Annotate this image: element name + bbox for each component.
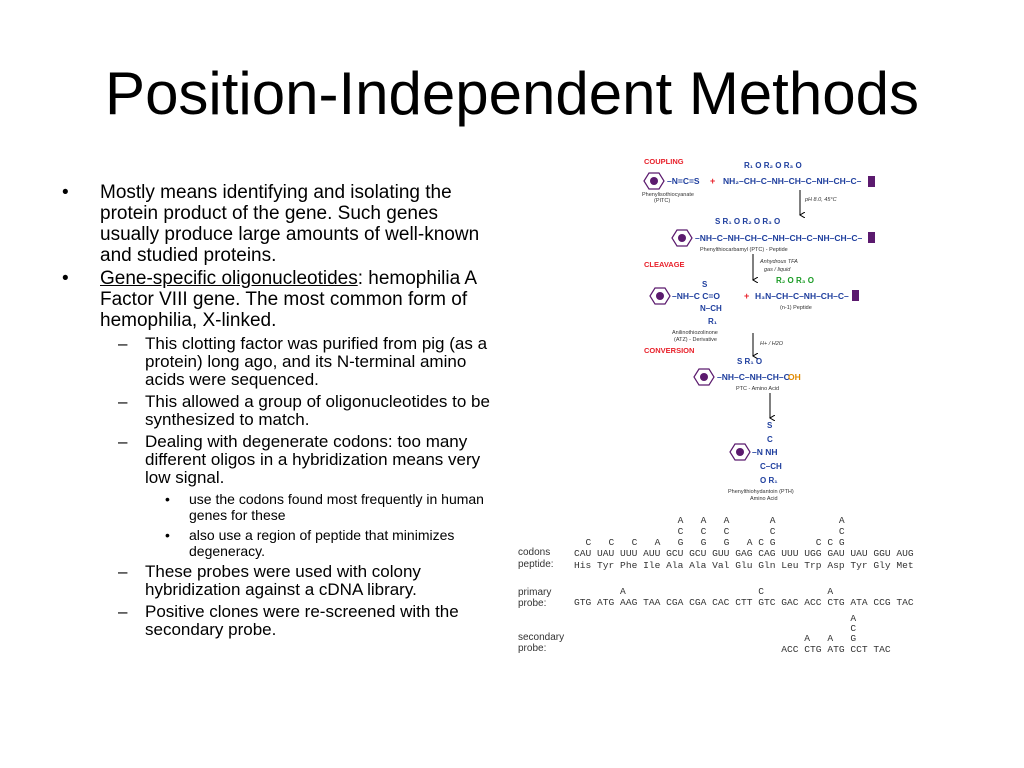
slide-title: Position-Independent Methods — [105, 60, 919, 127]
svg-text:Anhydrous TFA: Anhydrous TFA — [760, 259, 798, 265]
resin-block — [852, 290, 859, 301]
svg-text:+: + — [744, 291, 750, 301]
svg-text:R₁: R₁ — [708, 317, 718, 326]
codons-label: codons — [518, 547, 551, 558]
resin-block — [868, 176, 875, 187]
sub-bullet-text: This clotting factor was purified from pig (as a protein) long ago, and its N-terminal amino acids were sequenced. — [145, 334, 488, 389]
bullet-list — [62, 182, 492, 639]
svg-text:Phenylthiohydantoin (PTH): Phenylthiohydantoin (PTH) — [728, 489, 794, 495]
bullet-text: : hemophilia A Factor VIII gene. The most common form of hemophilia, X-linked. — [100, 268, 477, 331]
primary-probe-label: primary — [518, 587, 552, 598]
svg-text:gas / liquid: gas / liquid — [764, 267, 791, 273]
peptide-row: His Tyr Phe Ile Ala Ala Val Glu Gln Leu Trp Asp Tyr Gly Met — [574, 560, 914, 571]
pitc-label: Phenylisothiocyanate — [642, 192, 694, 198]
dash-marker: – — [118, 392, 128, 411]
sub-sub-bullet-item — [62, 491, 492, 523]
sub-sub-bullet-item — [62, 527, 492, 559]
svg-text:Phenylthiocarbamyl (PTC) - Pep: Phenylthiocarbamyl (PTC) - Peptide — [700, 247, 788, 253]
sub-bullet-item — [62, 393, 492, 429]
sub-bullet-item — [62, 335, 492, 389]
secondary-probe-label: secondary — [518, 632, 565, 643]
sub-sub-bullet-text: also use a region of peptide that minimizes degeneracy. — [189, 527, 455, 559]
phenyl-ring-icon — [650, 288, 670, 304]
dash-marker: – — [118, 432, 128, 451]
bullet-marker: • — [165, 527, 170, 543]
svg-text:O R₁: O R₁ — [760, 476, 778, 485]
svg-text:S: S — [702, 280, 708, 289]
sub-bullet-item — [62, 603, 492, 639]
bullet-marker: • — [62, 182, 69, 203]
phenyl-ring-icon — [730, 444, 750, 460]
svg-text:Anilinothiozolinone: Anilinothiozolinone — [672, 330, 718, 336]
dash-marker: – — [118, 602, 128, 621]
primary-probe-row: GTG ATG AAG TAA CGA CGA CAC CTT GTC GAC ACC CTG ATA CCG TAC — [574, 597, 914, 608]
svg-text:C: C — [767, 435, 773, 444]
svg-text:–N=C=S: –N=C=S — [667, 176, 700, 186]
dash-marker: – — [118, 334, 128, 353]
svg-text:(n-1) Peptide: (n-1) Peptide — [780, 305, 812, 311]
bullet-text: Mostly means identifying and isolating the protein product of the gene. Such genes usually produce large amounts of well-known and studied proteins. — [100, 182, 480, 266]
svg-text:–NH–C–NH–CH–C–NH–CH–C–NH–CH–C–: –NH–C–NH–CH–C–NH–CH–C–NH–CH–C– — [695, 233, 863, 243]
resin-block — [868, 232, 875, 243]
svg-text:pH 8.0, 45°C: pH 8.0, 45°C — [805, 197, 837, 203]
coupling-label: COUPLING — [644, 157, 684, 166]
svg-text:(ATZ) - Derivative: (ATZ) - Derivative — [674, 337, 717, 343]
sub-bullet-text: Dealing with degenerate codons: too many different oligos in a hybridization means very low signal. — [145, 432, 481, 487]
sub-bullet-text: These probes were used with colony hybridization against a cDNA library. — [145, 562, 421, 599]
bullet-marker: • — [62, 268, 69, 289]
svg-text:C–CH: C–CH — [760, 462, 782, 471]
gene-specific-oligonucleotides-link[interactable]: Gene-specific oligonucleotides — [100, 268, 358, 289]
bullet-item — [62, 182, 492, 266]
svg-text:–NH–C–NH–CH–C: –NH–C–NH–CH–C — [717, 372, 790, 382]
svg-text:–NH–C C=O: –NH–C C=O — [672, 291, 720, 301]
svg-text:S R₁ O: S R₁ O — [737, 357, 763, 366]
secondary-probe-row: ACC CTG ATG CCT TAC — [574, 644, 891, 655]
sub-sub-bullet-text: use the codons found most frequently in human genes for these — [189, 491, 484, 523]
svg-text:R₂ O R₃ O: R₂ O R₃ O — [776, 276, 814, 285]
codon-row: CAU UAU UUU AUU GCU GCU GUU GAG CAG UUU UGG GAU UAU GGU AUG — [574, 548, 914, 559]
bullet-item — [62, 268, 492, 331]
sub-bullet-text: This allowed a group of oligonucleotides to be synthesized to match. — [145, 392, 490, 429]
cleavage-label: CLEAVAGE — [644, 260, 685, 269]
svg-text:NH₂–CH–C–NH–CH–C–NH–CH–C–: NH₂–CH–C–NH–CH–C–NH–CH–C– — [723, 176, 862, 186]
svg-text:S: S — [767, 421, 773, 430]
svg-text:S R₁ O R₂ O R₃ O: S R₁ O R₂ O R₃ O — [715, 217, 781, 226]
dash-marker: – — [118, 562, 128, 581]
svg-text:–N NH: –N NH — [752, 447, 778, 457]
svg-text:PTC - Amino Acid: PTC - Amino Acid — [736, 386, 780, 392]
phenyl-ring-icon — [694, 369, 714, 385]
svg-text:OH: OH — [788, 372, 801, 382]
sub-bullet-item — [62, 433, 492, 487]
edman-degradation-diagram — [640, 150, 900, 505]
phenyl-ring-icon — [644, 173, 664, 189]
svg-text:N–CH: N–CH — [700, 304, 722, 313]
svg-text:Amino Acid: Amino Acid — [750, 496, 778, 502]
svg-text:H+ / H2O: H+ / H2O — [760, 341, 784, 347]
sub-bullet-item — [62, 563, 492, 599]
codon-probe-table: A A A A A C C C C C C C C A G G G A C G C C G codons CAU UAU UUU AUU GCU GCU GUU GAG CAG UUU UGG GAU UAU GGU AUG peptide: His Tyr Phe Ile Ala Ala Val Glu Gln Leu Trp Asp Tyr Gly Met A C A primary probe: GTG ATG AAG TAA CGA CGA CAC CTT GTC GAC ACC CTG ATA CCG TAC A C secondary A A G probe: ACC CTG ATG CCT TAC — [518, 515, 914, 655]
bullet-marker: • — [165, 491, 170, 507]
svg-text:(PITC): (PITC) — [654, 198, 671, 204]
peptide-label: peptide: — [518, 559, 554, 570]
svg-text:R₁ O R₂ O R₃ O: R₁ O R₂ O R₃ O — [744, 161, 802, 170]
sub-bullet-text: Positive clones were re-screened with the secondary probe. — [145, 602, 459, 639]
svg-text:+: + — [710, 176, 716, 186]
conversion-label: CONVERSION — [644, 346, 695, 355]
svg-text:H₃N–CH–C–NH–CH–C–: H₃N–CH–C–NH–CH–C– — [755, 291, 849, 301]
phenyl-ring-icon — [672, 230, 692, 246]
